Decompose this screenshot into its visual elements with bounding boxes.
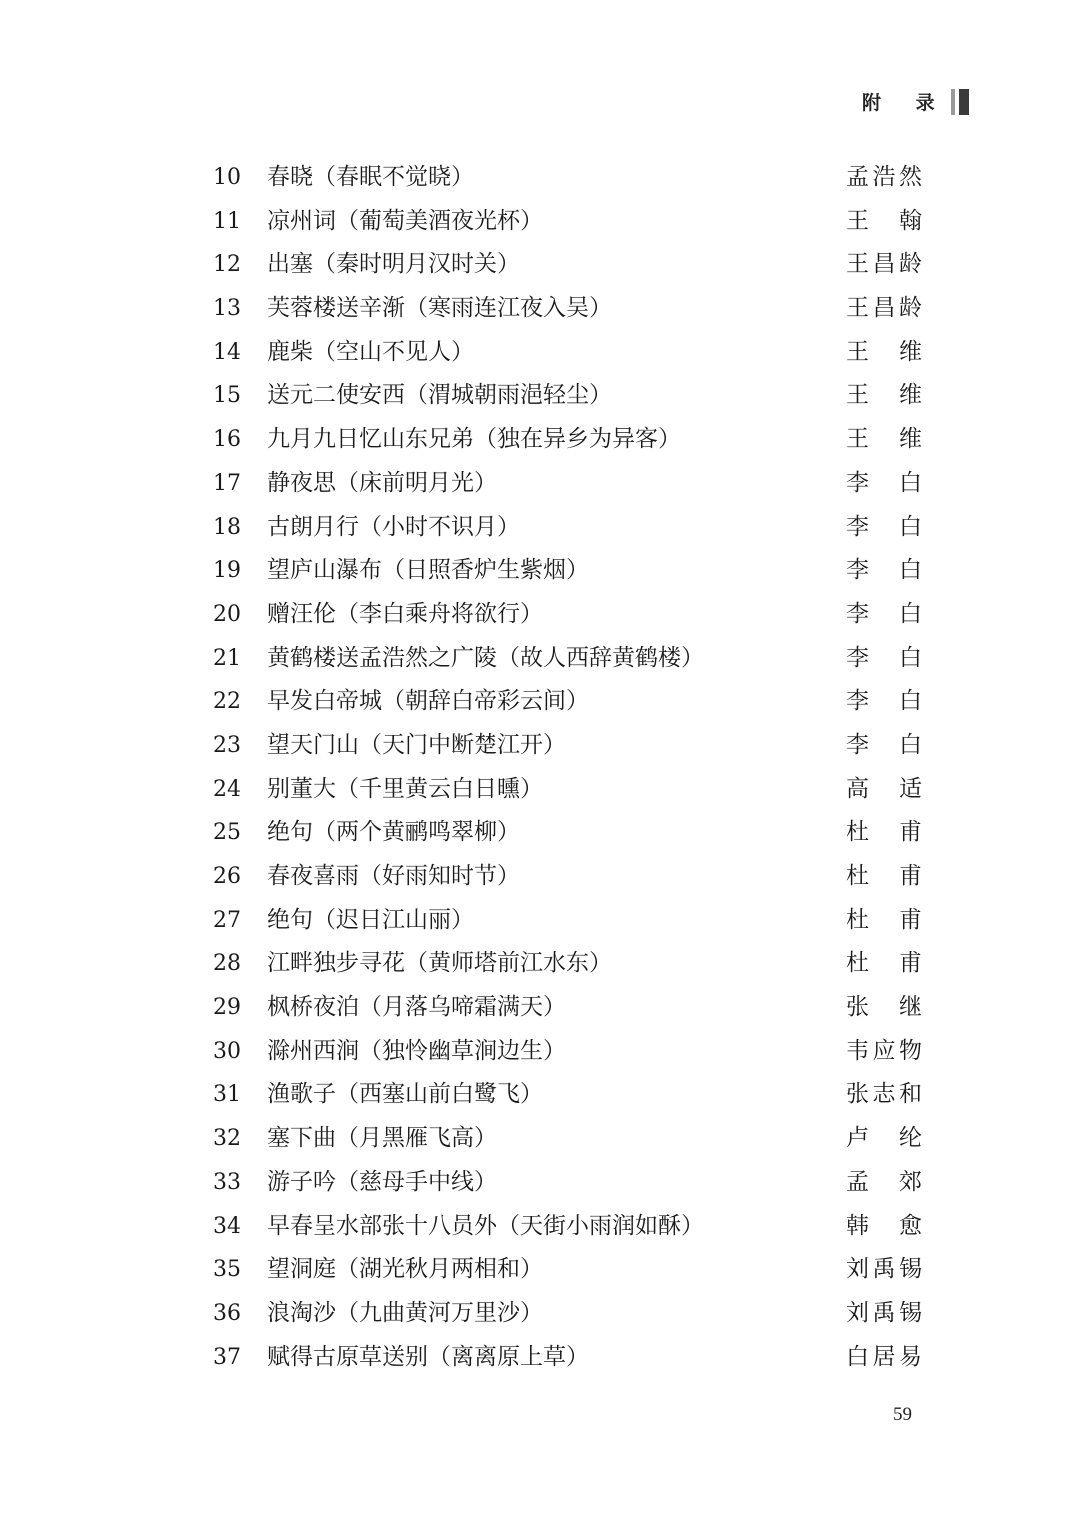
poem-title: 江畔独步寻花（黄师塔前江水东） [267,950,612,977]
list-item [0,593,1086,637]
poem-title: 滁州西涧（独怜幽草涧边生） [267,1037,566,1064]
list-item [0,287,1086,331]
poem-author: 韦应物 [846,1037,922,1064]
entry-number: 25 [213,820,241,846]
poem-author: 杜 甫 [846,863,922,889]
header-bar-thin [951,89,955,115]
poem-author: 李 白 [846,600,922,627]
entry-number: 20 [213,601,241,627]
section-title: 附 录 [862,92,949,114]
entry-number: 37 [213,1344,241,1370]
list-item [0,462,1086,506]
list-item [0,1292,1086,1336]
entry-number: 17 [213,470,241,496]
poem-author: 李 白 [846,557,922,584]
poem-title: 早发白帝城（朝辞白帝彩云间） [267,688,589,715]
poem-title: 静夜思（床前明月光） [267,469,497,496]
list-item [0,942,1086,986]
header-decoration-bars [951,89,969,115]
poem-title: 出塞（秦时明月汉时关） [267,251,520,278]
poem-author: 杜 甫 [846,819,922,846]
entry-number: 18 [213,514,241,540]
poem-title: 早春呈水部张十八员外（天街小雨润如酥） [267,1212,704,1239]
list-item [0,331,1086,375]
entry-number: 10 [213,165,241,190]
entry-number: 15 [213,383,241,409]
entry-number: 19 [213,558,241,584]
poem-title: 望洞庭（湖光秋月两相和） [267,1256,543,1283]
poem-title: 浪淘沙（九曲黄河万里沙） [267,1299,543,1326]
list-item [0,855,1086,899]
list-item [0,1161,1086,1205]
poem-title: 绝句（迟日江山丽） [267,906,474,933]
poem-author: 杜 甫 [846,950,922,977]
poem-author: 李 白 [846,688,922,715]
entry-number: 22 [213,689,241,715]
list-item [0,811,1086,855]
entry-number: 16 [213,427,241,453]
entry-number: 14 [213,339,241,365]
list-item [0,1205,1086,1249]
poem-title: 春晓（春眠不觉晓） [267,164,474,190]
entry-number: 11 [213,208,241,234]
poem-title: 渔歌子（西塞山前白鹭飞） [267,1081,543,1108]
list-item [0,986,1086,1030]
poem-author: 王 维 [846,338,922,365]
poem-title: 赋得古原草送别（离离原上草） [267,1343,589,1370]
entry-number: 23 [213,732,241,758]
poem-author: 高 适 [846,775,922,802]
entry-number: 35 [213,1257,241,1283]
running-header [862,88,969,115]
poem-title: 九月九日忆山东兄弟（独在异乡为异客） [267,426,681,453]
list-item [0,1073,1086,1117]
poem-author: 白居易 [846,1343,922,1370]
entry-number: 33 [213,1169,241,1195]
entry-number: 28 [213,951,241,977]
poem-author: 孟 郊 [846,1168,922,1195]
poem-author: 张志和 [846,1081,922,1108]
poem-title: 望天门山（天门中断楚江开） [267,731,566,758]
poem-author: 王 维 [846,426,922,453]
poem-author: 李 白 [846,513,922,540]
list-item [0,680,1086,724]
entry-number: 24 [213,776,241,802]
list-item [0,200,1086,244]
poem-author: 李 白 [846,469,922,496]
poem-title: 赠汪伦（李白乘舟将欲行） [267,600,543,627]
poem-author: 王昌龄 [846,295,922,322]
poem-title: 鹿柴（空山不见人） [267,338,474,365]
entry-number: 27 [213,907,241,933]
poem-title: 游子吟（慈母手中线） [267,1168,497,1195]
list-item [0,374,1086,418]
entry-number: 30 [213,1038,241,1064]
list-item [0,1248,1086,1292]
poem-title: 黄鹤楼送孟浩然之广陵（故人西辞黄鹤楼） [267,644,704,671]
list-item [0,1117,1086,1161]
list-item [0,899,1086,943]
list-item [0,418,1086,462]
poem-author: 刘禹锡 [846,1299,922,1326]
poem-title: 塞下曲（月黑雁飞高） [267,1125,497,1152]
poem-author: 卢 纶 [846,1125,922,1152]
poem-title: 古朗月行（小时不识月） [267,513,520,540]
entry-number: 26 [213,864,241,889]
poem-list [0,156,1086,1379]
poem-author: 李 白 [846,644,922,671]
entry-number: 32 [213,1126,241,1152]
list-item [0,1030,1086,1074]
entry-number: 13 [213,296,241,322]
list-item [0,549,1086,593]
poem-author: 王昌龄 [846,251,922,278]
list-item [0,1336,1086,1380]
entry-number: 31 [213,1082,241,1108]
list-item [0,156,1086,200]
entry-number: 21 [213,645,241,671]
poem-title: 凉州词（葡萄美酒夜光杯） [267,207,543,234]
poem-title: 芙蓉楼送辛渐（寒雨连江夜入吴） [267,295,612,322]
page-number: 59 [893,1404,912,1425]
poem-title: 绝句（两个黄鹂鸣翠柳） [267,819,520,846]
entry-number: 36 [213,1300,241,1326]
poem-author: 刘禹锡 [846,1256,922,1283]
poem-author: 王 翰 [846,207,922,234]
poem-title: 别董大（千里黄云白日曛） [267,775,543,802]
list-item [0,724,1086,768]
poem-author: 李 白 [846,731,922,758]
list-item [0,768,1086,812]
poem-author: 杜 甫 [846,906,922,933]
header-bar-thick [959,89,969,115]
entry-number: 34 [213,1213,241,1239]
poem-title: 送元二使安西（渭城朝雨浥轻尘） [267,382,612,409]
poem-title: 春夜喜雨（好雨知时节） [267,863,520,889]
poem-title: 望庐山瀑布（日照香炉生紫烟） [267,557,589,584]
poem-author: 张 继 [846,994,922,1021]
list-item [0,506,1086,550]
entry-number: 12 [213,252,241,278]
entry-number: 29 [213,995,241,1021]
list-item [0,637,1086,681]
poem-author: 孟浩然 [846,164,922,190]
list-item [0,243,1086,287]
poem-title: 枫桥夜泊（月落乌啼霜满天） [267,994,566,1021]
poem-author: 王 维 [846,382,922,409]
poem-author: 韩 愈 [846,1212,922,1239]
